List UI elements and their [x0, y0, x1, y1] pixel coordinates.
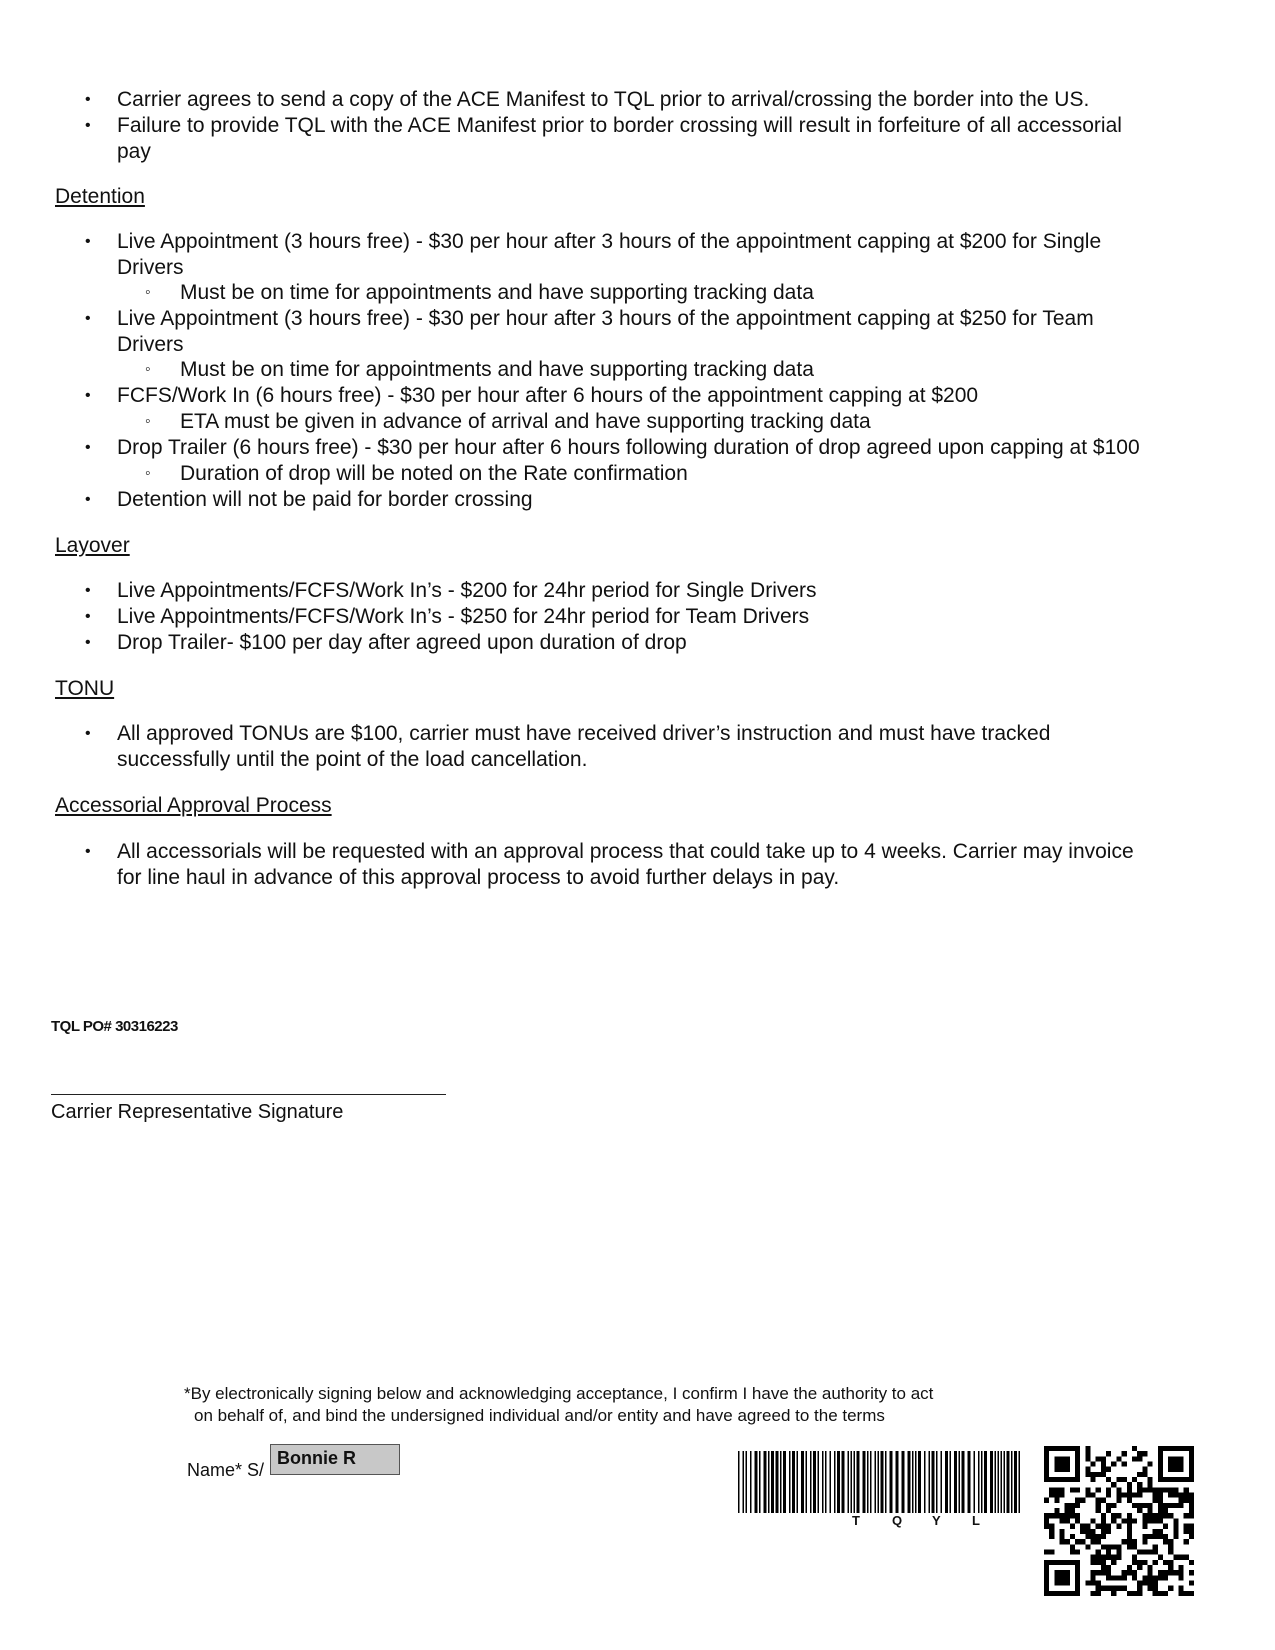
intro-item-2-cont: pay [117, 140, 151, 163]
barcode [738, 1451, 1023, 1513]
name-label: Name* S/ [187, 1460, 265, 1480]
barcode-letter: T [852, 1513, 860, 1528]
bullet: • [85, 608, 91, 625]
bullet: • [85, 843, 91, 860]
bullet: • [85, 491, 91, 508]
bullet: • [85, 634, 91, 651]
bullet: • [85, 310, 91, 327]
barcode-letter: Y [932, 1513, 941, 1528]
detention-item-2-cont: Drivers [117, 333, 184, 356]
layover-item-2: Live Appointments/FCFS/Work In’s - $250 for 24hr period for Team Drivers [117, 605, 810, 628]
detention-item-1-sub: Must be on time for appointments and have supporting tracking data [180, 281, 814, 304]
approval-text: All accessorials will be requested with an approval process that could take up to 4 weeks. Carrier may invoice [117, 840, 1134, 863]
signature-label: Carrier Representative Signature [51, 1101, 344, 1123]
name-field[interactable]: Bonnie R [270, 1444, 400, 1475]
esign-disclaimer-2: on behalf of, and bind the undersigned individual and/or entity and have agreed to the terms [194, 1406, 885, 1425]
tonu-text: All approved TONUs are $100, carrier must have received driver’s instruction and must have tracked [117, 722, 1051, 745]
detention-item-1: Live Appointment (3 hours free) - $30 per hour after 3 hours of the appointment capping at $200 for Single [117, 230, 1102, 253]
sub-bullet: ◦ [145, 465, 151, 482]
layover-heading: Layover [55, 534, 130, 557]
sub-bullet: ◦ [145, 413, 151, 430]
detention-item-4-sub: Duration of drop will be noted on the Rate confirmation [180, 462, 688, 485]
po-number: TQL PO# 30316223 [51, 1018, 178, 1035]
detention-item-2-sub: Must be on time for appointments and have supporting tracking data [180, 358, 814, 381]
approval-text-cont: for line haul in advance of this approval process to avoid further delays in pay. [117, 866, 840, 889]
qr-code [1044, 1446, 1194, 1596]
intro-item-2: Failure to provide TQL with the ACE Manifest prior to border crossing will result in forfeiture of all accessorial [117, 114, 1122, 137]
detention-item-5: Detention will not be paid for border crossing [117, 488, 533, 511]
sub-bullet: ◦ [145, 361, 151, 378]
bullet: • [85, 91, 91, 108]
approval-heading: Accessorial Approval Process [55, 794, 332, 817]
tonu-heading: TONU [55, 677, 115, 700]
sub-bullet: ◦ [145, 284, 151, 301]
bullet: • [85, 439, 91, 456]
tonu-text-cont: successfully until the point of the load cancellation. [117, 748, 588, 771]
barcode-letter: L [972, 1513, 980, 1528]
bullet: • [85, 582, 91, 599]
esign-disclaimer-1: *By electronically signing below and acknowledging acceptance, I confirm I have the authority to act [184, 1384, 934, 1403]
detention-item-1-cont: Drivers [117, 256, 184, 279]
barcode-letter: Q [892, 1513, 903, 1528]
layover-item-1: Live Appointments/FCFS/Work In’s - $200 for 24hr period for Single Drivers [117, 579, 817, 602]
layover-item-3: Drop Trailer- $100 per day after agreed upon duration of drop [117, 631, 687, 654]
bullet: • [85, 117, 91, 134]
intro-item-1: Carrier agrees to send a copy of the ACE Manifest to TQL prior to arrival/crossing the border into the US. [117, 88, 1090, 111]
detention-item-3-sub: ETA must be given in advance of arrival and have supporting tracking data [180, 410, 871, 433]
detention-item-2: Live Appointment (3 hours free) - $30 per hour after 3 hours of the appointment capping at $250 for Team [117, 307, 1094, 330]
bullet: • [85, 725, 91, 742]
detention-heading: Detention [55, 185, 145, 208]
detention-item-4: Drop Trailer (6 hours free) - $30 per hour after 6 hours following duration of drop agreed upon capping at $100 [117, 436, 1140, 459]
bullet: • [85, 387, 91, 404]
barcode-text [800, 1513, 1040, 1531]
signature-line[interactable] [51, 1094, 446, 1095]
detention-item-3: FCFS/Work In (6 hours free) - $30 per hour after 6 hours of the appointment capping at $200 [117, 384, 979, 407]
bullet: • [85, 233, 91, 250]
